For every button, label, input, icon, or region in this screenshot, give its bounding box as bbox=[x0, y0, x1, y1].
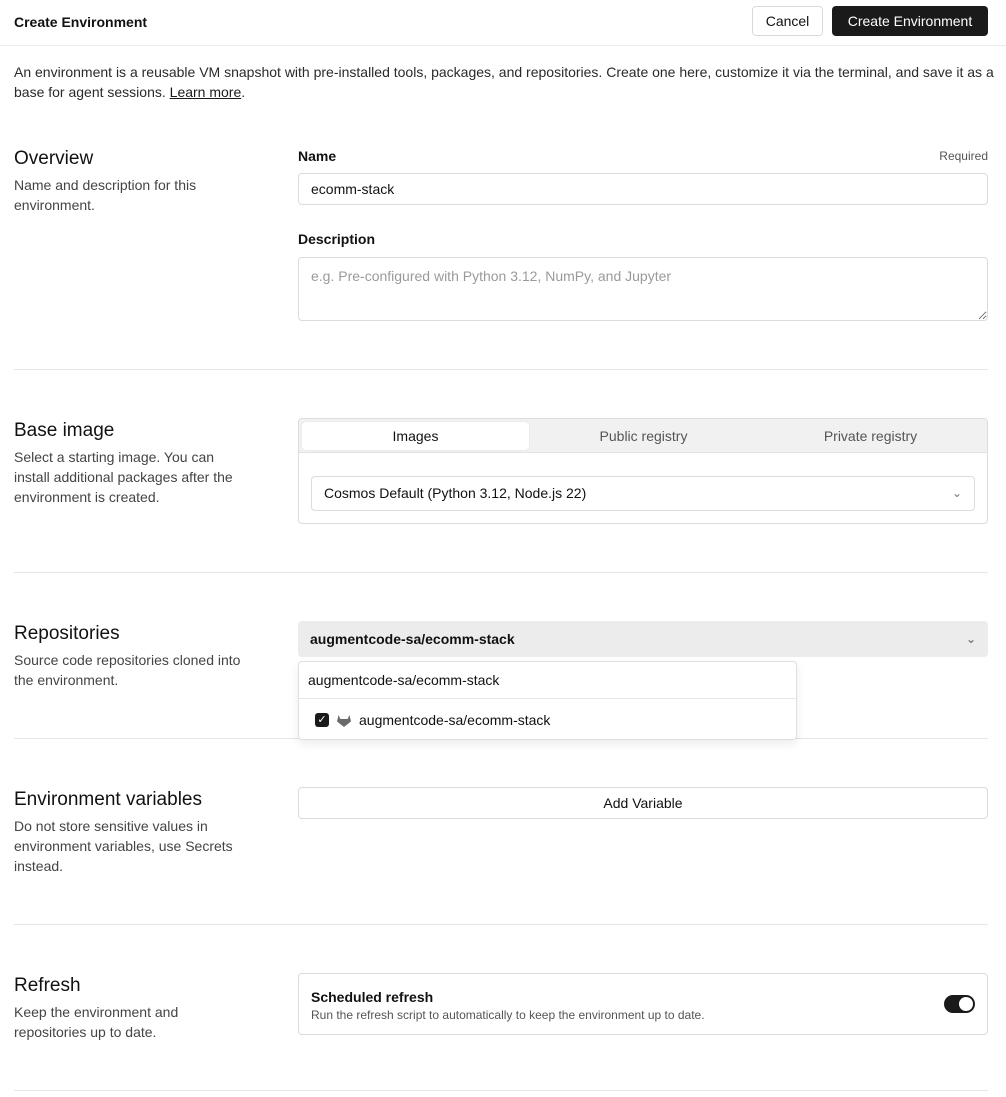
name-label: Name bbox=[298, 148, 337, 164]
checkbox-checked-icon[interactable]: ✓ bbox=[315, 713, 329, 727]
base-image-title: Base image bbox=[14, 420, 115, 441]
repository-dropdown bbox=[298, 661, 797, 740]
refresh-description: Keep the environment and repositories up to date. bbox=[14, 1004, 179, 1040]
base-image-panel bbox=[298, 418, 988, 524]
gitlab-icon bbox=[336, 712, 352, 728]
section-divider bbox=[14, 1090, 988, 1091]
tab-private-registry[interactable]: Private registry bbox=[823, 428, 918, 444]
repository-select-value: augmentcode-sa/ecomm-stack bbox=[310, 631, 515, 647]
chevron-down-icon: ⌄ bbox=[965, 632, 976, 646]
description-label: Description bbox=[298, 231, 376, 247]
env-vars-title: Environment variables bbox=[14, 789, 202, 810]
tab-images[interactable]: Images bbox=[302, 422, 529, 450]
repository-option[interactable] bbox=[299, 700, 796, 740]
env-vars-description: Do not store sensitive values in environment variables, use Secrets instead. bbox=[14, 818, 233, 874]
repository-option-label: augmentcode-sa/ecomm-stack bbox=[359, 712, 551, 728]
toggle-knob bbox=[959, 997, 973, 1011]
add-variable-button[interactable]: Add Variable bbox=[298, 787, 988, 819]
repository-select[interactable] bbox=[298, 621, 988, 657]
section-divider bbox=[14, 572, 988, 573]
scheduled-refresh-title: Scheduled refresh bbox=[311, 989, 434, 1005]
repositories-description: Source code repositories cloned into the environment. bbox=[14, 652, 241, 688]
image-source-tabs bbox=[299, 419, 987, 453]
cancel-button[interactable]: Cancel bbox=[752, 6, 823, 36]
page-header bbox=[0, 0, 1006, 46]
section-divider bbox=[14, 369, 988, 370]
create-environment-button[interactable]: Create Environment bbox=[832, 6, 988, 36]
required-label: Required bbox=[939, 149, 988, 163]
intro-text: An environment is a reusable VM snapshot with pre-installed tools, packages, and repositories. Create one here, customize it via the terminal, and save it as a base for agent sessions. Learn more. bbox=[14, 64, 994, 100]
chevron-down-icon: ⌄ bbox=[951, 486, 962, 500]
scheduled-refresh-toggle[interactable] bbox=[944, 995, 975, 1013]
page-title: Create Environment bbox=[14, 14, 148, 30]
learn-more-link[interactable]: Learn more bbox=[169, 84, 242, 100]
refresh-title: Refresh bbox=[14, 975, 81, 996]
scheduled-refresh-card bbox=[298, 973, 988, 1035]
name-input[interactable] bbox=[298, 173, 988, 205]
section-divider bbox=[14, 924, 988, 925]
tab-public-registry[interactable]: Public registry bbox=[599, 428, 688, 444]
description-textarea[interactable] bbox=[298, 257, 988, 321]
repositories-title: Repositories bbox=[14, 623, 120, 644]
repository-search-input[interactable] bbox=[299, 662, 796, 699]
image-select-value: Cosmos Default (Python 3.12, Node.js 22) bbox=[324, 485, 587, 501]
overview-description: Name and description for this environment. bbox=[14, 177, 197, 213]
base-image-description: Select a starting image. You can install additional packages after the environment is created. bbox=[14, 449, 233, 505]
scheduled-refresh-description: Run the refresh script to automatically to keep the environment up to date. bbox=[311, 1008, 705, 1022]
image-select[interactable] bbox=[311, 476, 975, 511]
overview-title: Overview bbox=[14, 148, 94, 169]
